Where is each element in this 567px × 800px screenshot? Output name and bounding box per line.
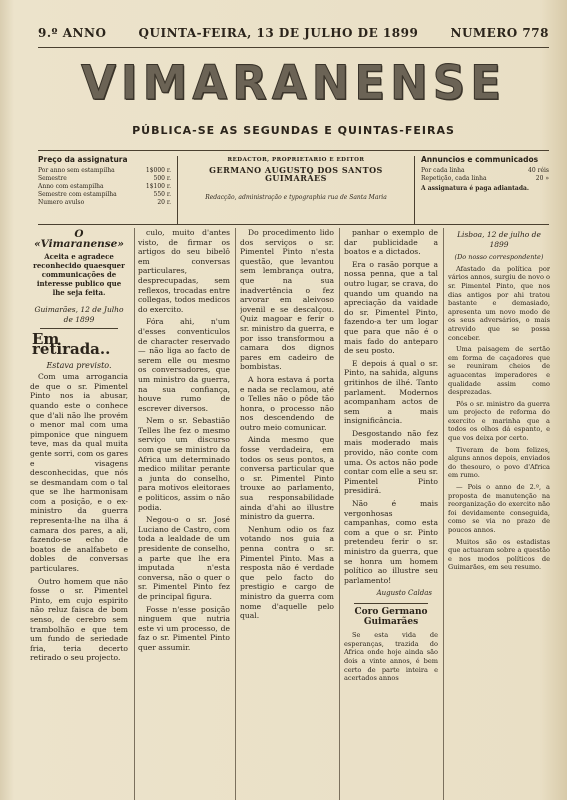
article-paragraph: Afastado da política por vários annos, surgiu de novo o sr. Pimentel Pinto, que nos dias antigos por ahi tratou bastante e demasiado, apresenta um novo modo de os seus adversários, o mais atrevido que se possa conceber. <box>448 264 550 342</box>
header-rule <box>38 47 549 48</box>
correspondence-dateline: Lisboa, 12 de julho de 1899 <box>457 230 541 249</box>
prices-heading: Preço da assignatura <box>38 155 128 164</box>
notice-text: Aceita e agradece reconhecido quaesquer communicações de interesse publico que lhe seja feita. <box>33 252 125 298</box>
info-bar <box>38 156 549 224</box>
column-2 <box>138 228 236 800</box>
article-paragraph: Com uma arrogancia de que o sr. Pimentel Pinto nos ia abusar, quando este o conhece que d'ali não lhe provém o menor mal com uma pimponice que ninguem teve, mas da qual muita gente sorri, com os gares e visagens desconhecidas, que nós se desmandam com o tal que se lhe harmonisam com a posição, e o ex-ministro da guerra representa-lhe na ilha á camara dos pares, a ali, fazendo-se echo de boatos de analfabeto e dobles de conversas particulares. <box>30 372 128 574</box>
article-paragraph: Ainda mesmo que fosse verdadeira, em todos os seus pontos, a conversa particular que o sr. Pimentel Pinto trouxe ao parlamento, sua responsabilidade ainda d'ahi ao illustre ministro da guerra. <box>240 435 334 522</box>
price-row: Numero avulso 20 r. <box>38 199 171 206</box>
article-paragraph: Desgostando não fez mais moderado mais provido, não conte com uma. Os actos não pode contar com elle a seu sr. Pimentel Pinto presidirá. <box>344 428 438 496</box>
ads-heading: Annuncios e communicados <box>421 155 539 164</box>
editor-block <box>177 156 415 224</box>
masthead-rule <box>38 150 549 151</box>
ad-price-row: Por cada linha 40 réis <box>421 167 549 174</box>
article-paragraph: Era o rasão porque a nossa penna, que a tal outro lugar, se crava, do quando um quando na apreciação da vaidade do sr. Pimentel Pinto, fazendo-a ter um logar que para que não é o mais fado do anteparo de seu posto. <box>344 259 438 356</box>
date-label: QUINTA-FEIRA, 13 DE JULHO DE 1899 <box>138 26 419 40</box>
article-paragraph: Fosse n'esse posição ninguem que nutria este vi um processo, de faz o sr. Pimentel Pinto quer assumir. <box>138 604 230 652</box>
column-3 <box>240 228 340 800</box>
article-paragraph: Fóra ahi, n'um d'esses conventiculos de character reservado — não liga ao facto de serem elle ou mesmo os conversadores, que um ministro da guerra, na sua confiança, houve rumo de escrever diversos. <box>138 317 230 413</box>
article-paragraph: panhar o exemplo de dar publicidade a boatos e a dictados. <box>344 228 438 257</box>
notice-heading: O «Vimaranense» <box>34 228 124 250</box>
info-rule <box>38 224 549 225</box>
article-paragraph: culo, muito d'antes visto, de firmar os artigos do seu bibelô em conversas particulares, desprecupadas, sem reflexos, trocadas entre collegas, todos medicos do exercito. <box>138 228 230 314</box>
redaction-address: Redacção, administração e typographia rua de Santa Maria <box>205 194 387 201</box>
author-signature: Augusto Caldas <box>376 589 432 598</box>
article-paragraph: A hora estava á porta e nada se reclamou, até o Telles não o pôde tão honra, o processo não nos descendendo de outro meio comunicar. <box>240 374 334 432</box>
article-columns <box>30 228 554 800</box>
subscription-prices <box>38 156 177 224</box>
price-row: Anno com estampilha 1$100 r. <box>38 183 171 190</box>
price-row: Semestre 500 r. <box>38 175 171 182</box>
article-paragraph: Outro homem que não fosse o sr. Pimentel Pinto, em cujo espirito não reluz faisca de bom senso, de cerebro sem trambolhão e que tem um fundo de seriedade fria, teria decerto retirado o seu projecto. <box>30 576 128 663</box>
section-heading: Coro Germano Guimarães <box>354 606 428 627</box>
issue-number: NUMERO 778 <box>450 26 549 40</box>
article-dateline: Guimarães, 12 de Julho de 1899 <box>34 305 124 324</box>
article-paragraph: — Pois o anno de 2.º, a proposta de manutenção na reorganização do exercito não foi devidamente conseguida, como se via no prazo de poucos annos. <box>448 483 550 534</box>
article-lead: Estava previsto. <box>46 360 112 370</box>
article-paragraph: Do procedimento lido dos serviços o sr. Pimentel Pinto n'esta questão, que levantou sem lembrança outra, que na sua inadvertência o fez arvorar em aleivoso jovenil e se descalçou. Quiz magoar e ferir o sr. ministro da guerra, e por isso transformou a camara dos dignos pares em cadeiro de bombistas. <box>240 228 334 372</box>
editor-name: GERMANO AUGUSTO DOS SANTOS GUIMARÃES <box>209 165 383 183</box>
article-paragraph: Negou-o o sr. José Luciano de Castro, com toda a lealdade de um presidente de conselho, a parte que lhe era imputada n'esta conversa, não o quer o sr. Pimentel Pinto fez de principal figura. <box>138 515 230 601</box>
price-row: Semestre com estampilha 550 r. <box>38 191 171 198</box>
article-paragraph: Nem o sr. Sebastião Telles lhe fez o mesmo serviço um discurso com que se ministro da Africa um determinado medico militar perante a junta do conselho, para motivos eleitoraes e politicos, assim o não podia. <box>138 416 230 512</box>
article-paragraph: Muitos são os estadistas que actuaram sobre a questão e nos modos políticos de Guimarães, em seu resumo. <box>448 537 550 572</box>
masthead-subtitle: PÚBLICA-SE AS SEGUNDAS E QUINTAS-FEIRAS <box>132 124 455 137</box>
ads-note: A assignatura é paga adiantada. <box>421 185 529 192</box>
article-paragraph: Nenhum odio os faz votando nos guia a penna contra o sr. Pimentel Pinto. Mas a resposta não é verdade que pelo facto do prestigio e cargo de ministro da guerra com nome d'aquelle pelo qual. <box>240 524 334 621</box>
article-paragraph: Tiveram de bom felizes, alguns annos depois, enviados do thesouro, o povo d'Africa em rumo. <box>448 445 550 480</box>
column-1 <box>30 228 135 800</box>
price-row: Por anno sem estampilha 1$000 r. <box>38 167 171 174</box>
ad-price-row: Repetição, cada linha 20 » <box>421 175 549 182</box>
article-paragraph: Pôs o sr. ministro da guerra um projecto de reforma do exercito e marinha que a todos os olhos dá espanto, e que vos deixa por certo. <box>448 399 550 443</box>
article-paragraph: Se esta vida de esperanças, trazida do Africa onde hoje ainda são dois a vinte annos, é bem certo de parte inteira e acertados annos <box>344 631 438 683</box>
divider <box>354 603 428 604</box>
divider <box>40 328 118 329</box>
column-4 <box>344 228 444 800</box>
header-line <box>38 22 549 44</box>
article-headline: Em retirada.. <box>32 330 111 358</box>
masthead-title: VIMARANENSE <box>81 54 506 111</box>
article-paragraph: Uma paisagem de sertão em forma de caçadores que se reuniram cheios de aguacentas imperadores e qualidade assim como desprezadas. <box>448 345 550 397</box>
article-paragraph: E depois á qual o sr. Pinto, na sahida, alguns gritinhos de ilhé. Tanto parlament. Modernos acompanham actos de sem a mais insignificância. <box>344 358 438 426</box>
ads-prices <box>415 156 549 224</box>
correspondent-label: (Do nosso correspondente) <box>454 253 544 262</box>
article-paragraph: Não é mais vergonhosas campanhas, como esta com a que o sr. Pinto pretendeu ferir o sr. ministro da guerra, que se honra um homem político ao illustre seu parlamento! <box>344 499 438 585</box>
editor-role: REDACTOR, PROPRIETARIO E EDITOR <box>227 157 365 163</box>
column-5 <box>448 228 550 800</box>
year-label: 9.º ANNO <box>38 26 107 40</box>
